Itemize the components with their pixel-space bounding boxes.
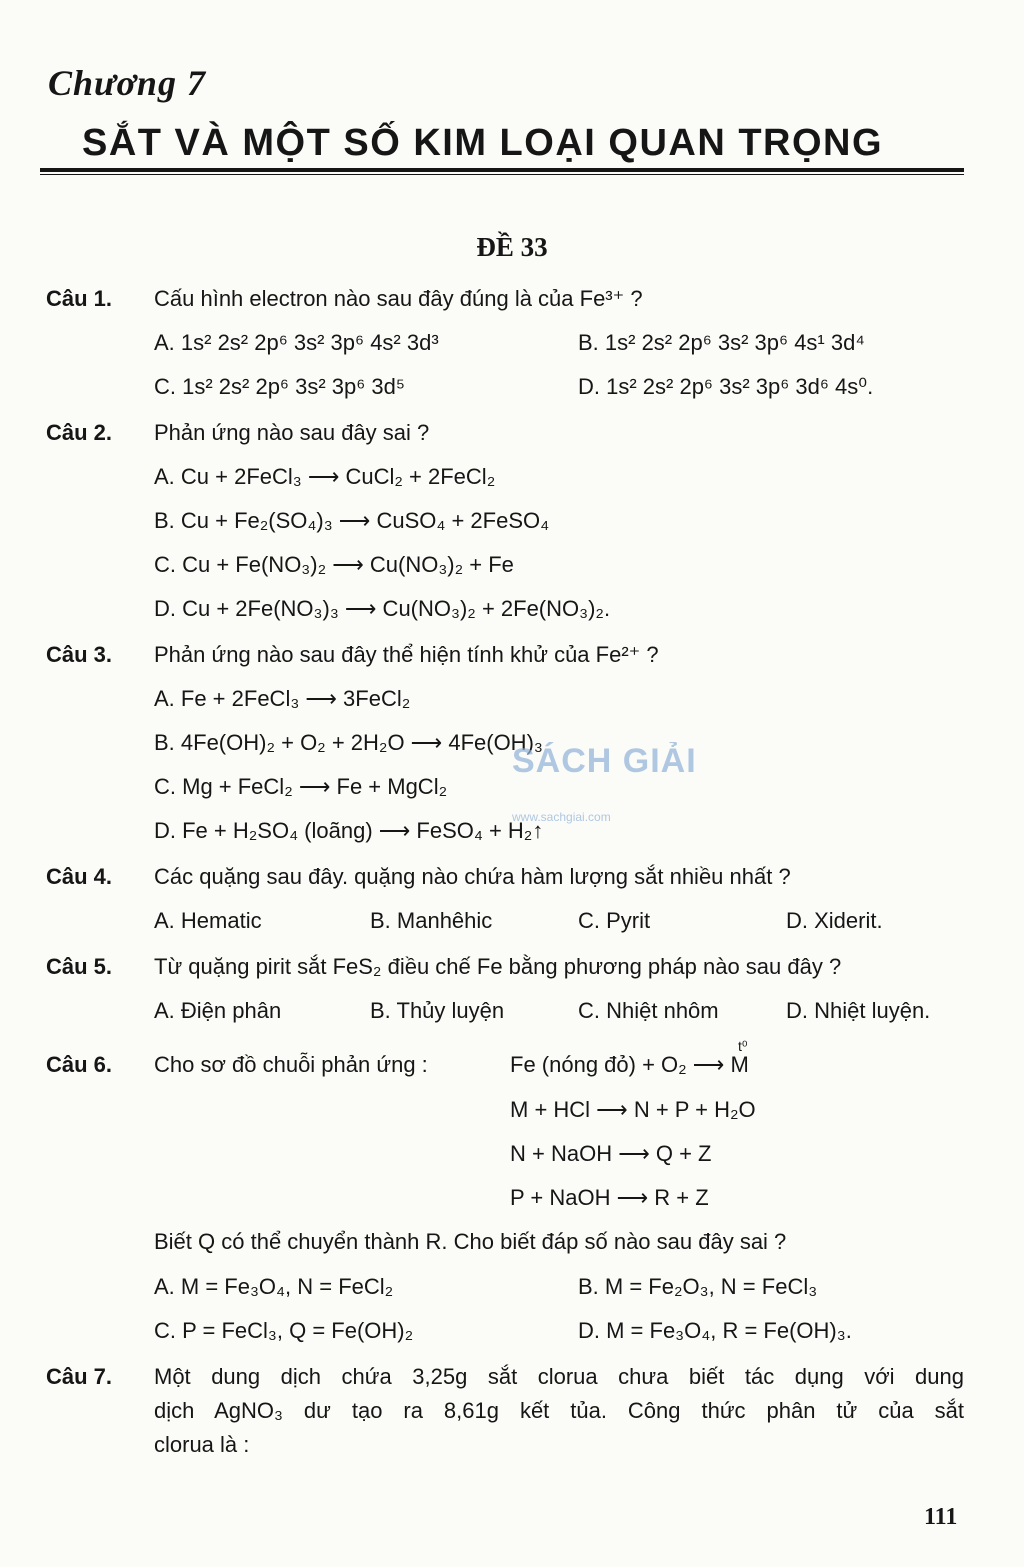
question-5-option-a: A. Điện phân (154, 998, 282, 1023)
question-6-option-b: B. M = Fe₂O₃, N = FeCl₃ (578, 1274, 818, 1299)
question-3-option-b: B. 4Fe(OH)₂ + O₂ + 2H₂O ⟶ 4Fe(OH)₃ (154, 730, 543, 755)
question-4-text: Các quặng sau đây. quặng nào chứa hàm lượng sắt nhiều nhất ? (154, 864, 791, 889)
question-7-line-2: dịch AgNO₃ dư tạo ra 8,61g kết tủa. Công thức phân tử của sắt (154, 1398, 964, 1423)
question-2-option-d: D. Cu + 2Fe(NO₃)₃ ⟶ Cu(NO₃)₂ + 2Fe(NO₃)₂. (154, 596, 611, 621)
question-7-line-3: clorua là : (154, 1432, 250, 1457)
question-4-option-d: D. Xiderit. (786, 908, 883, 933)
question-3-label: Câu 3. (46, 642, 113, 667)
chapter-title: SẮT VÀ MỘT SỐ KIM LOẠI QUAN TRỌNG (82, 122, 884, 164)
title-rule-thin (40, 174, 964, 175)
question-3-text: Phản ứng nào sau đây thể hiện tính khử của Fe²⁺ ? (154, 642, 659, 667)
reaction-3: N + NaOH ⟶ Q + Z (510, 1141, 712, 1166)
chapter-heading: Chương 7 (48, 63, 206, 103)
question-6-option-a: A. M = Fe₃O₄, N = FeCl₂ (154, 1274, 394, 1299)
question-1-option-d: D. 1s² 2s² 2p⁶ 3s² 3p⁶ 3d⁶ 4s⁰. (578, 374, 874, 399)
question-5-option-c: C. Nhiệt nhôm (578, 998, 719, 1023)
question-3-option-d: D. Fe + H₂SO₄ (loãng) ⟶ FeSO₄ + H₂↑ (154, 818, 544, 843)
question-1-option-a: A. 1s² 2s² 2p⁶ 3s² 3p⁶ 4s² 3d³ (154, 330, 439, 355)
exam-title: ĐỀ 33 (476, 232, 548, 262)
question-6-option-d: D. M = Fe₃O₄, R = Fe(OH)₃. (578, 1318, 852, 1343)
question-7-line-1: Một dung dịch chứa 3,25g sắt clorua chưa biết tác dụng với dung (154, 1364, 964, 1389)
reaction-1: Fe (nóng đỏ) + O₂ ⟶ M (510, 1052, 749, 1077)
watermark-logo: SÁCH GIẢI (512, 742, 697, 780)
question-1-label: Câu 1. (46, 286, 113, 311)
reaction-4: P + NaOH ⟶ R + Z (510, 1185, 709, 1210)
question-4-option-b: B. Manhêhic (370, 908, 493, 933)
question-5-label: Câu 5. (46, 954, 113, 979)
page-number: 111 (924, 1504, 958, 1530)
question-2-label: Câu 2. (46, 420, 113, 445)
question-6-ask: Biết Q có thể chuyển thành R. Cho biết đáp số nào sau đây sai ? (154, 1229, 787, 1254)
title-rule-thick (40, 168, 964, 172)
question-3-option-a: A. Fe + 2FeCl₃ ⟶ 3FeCl₂ (154, 686, 411, 711)
question-2-option-a: A. Cu + 2FeCl₃ ⟶ CuCl₂ + 2FeCl₂ (154, 464, 496, 489)
question-1-option-b: B. 1s² 2s² 2p⁶ 3s² 3p⁶ 4s¹ 3d⁴ (578, 330, 865, 355)
question-2-option-c: C. Cu + Fe(NO₃)₂ ⟶ Cu(NO₃)₂ + Fe (154, 552, 514, 577)
question-6-label: Câu 6. (46, 1052, 113, 1077)
reaction-1-condition: t⁰ (738, 1038, 748, 1054)
question-4-option-a: A. Hematic (154, 908, 262, 933)
question-1-option-c: C. 1s² 2s² 2p⁶ 3s² 3p⁶ 3d⁵ (154, 374, 406, 399)
question-6-option-c: C. P = FeCl₃, Q = Fe(OH)₂ (154, 1318, 414, 1343)
reaction-2: M + HCl ⟶ N + P + H₂O (510, 1097, 756, 1122)
question-4-label: Câu 4. (46, 864, 113, 889)
question-4-option-c: C. Pyrit (578, 908, 651, 933)
question-5-text: Từ quặng pirit sắt FeS₂ điều chế Fe bằng phương pháp nào sau đây ? (154, 954, 842, 979)
question-7-label: Câu 7. (46, 1364, 113, 1389)
question-2-text: Phản ứng nào sau đây sai ? (154, 420, 430, 445)
question-2-option-b: B. Cu + Fe₂(SO₄)₃ ⟶ CuSO₄ + 2FeSO₄ (154, 508, 550, 533)
question-3-option-c: C. Mg + FeCl₂ ⟶ Fe + MgCl₂ (154, 774, 448, 799)
question-5-option-d: D. Nhiệt luyện. (786, 998, 931, 1023)
question-5-option-b: B. Thủy luyện (370, 998, 505, 1023)
watermark-url: www.sachgiai.com (512, 810, 611, 824)
question-6-text: Cho sơ đồ chuỗi phản ứng : (154, 1052, 428, 1077)
question-1-text: Cấu hình electron nào sau đây đúng là của Fe³⁺ ? (154, 286, 643, 311)
